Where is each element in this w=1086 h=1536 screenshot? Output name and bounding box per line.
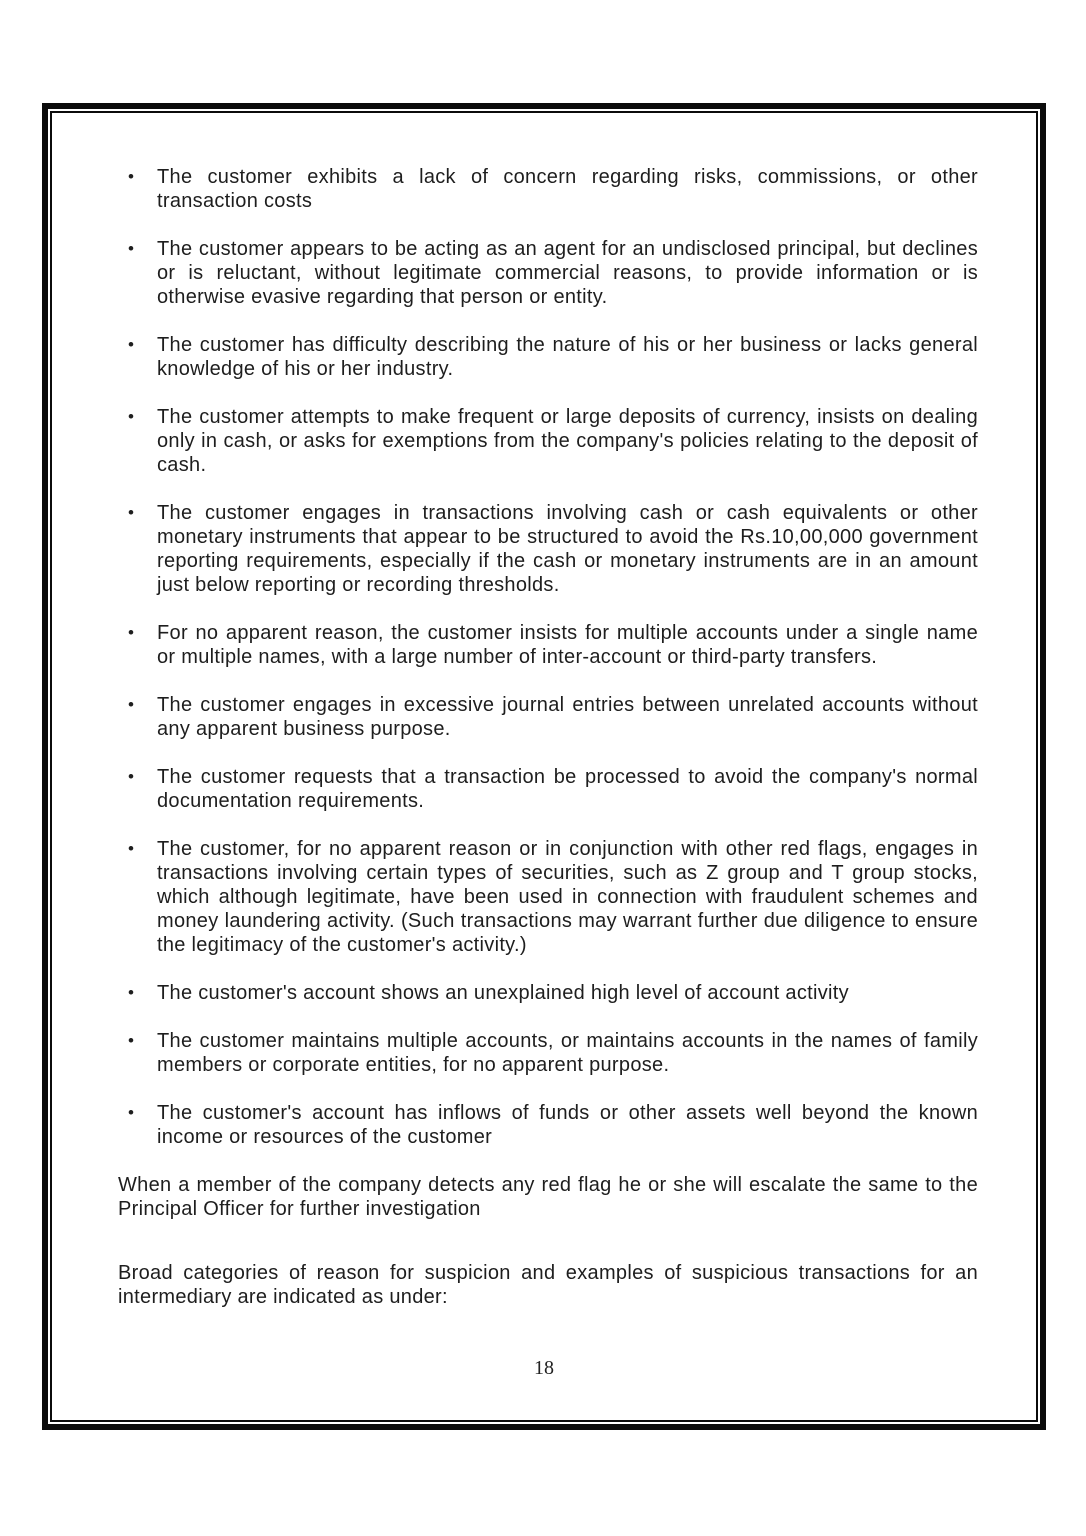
bullet-item [118,333,978,381]
broad-categories-paragraph: Broad categories of reason for suspicion and examples of suspicious transactions for an intermediary are indicated as under: [118,1262,978,1308]
bullet-icon: • [128,407,135,426]
bullet-icon: • [128,1031,135,1050]
bullet-icon: • [128,623,135,642]
bullet-text: The customer attempts to make frequent or large deposits of currency, insists on dealing only in cash, or asks for exemptions from the company's policies relating to the deposit of cash. [157,406,978,476]
bullet-text: The customer's account shows an unexplained high level of account activity [157,982,849,1004]
bullet-item [118,405,978,477]
bullet-icon: • [128,983,135,1002]
bullet-item [118,837,978,957]
bullet-item [118,621,978,669]
bullet-icon: • [128,335,135,354]
bullet-item [118,237,978,309]
page-border-frame [42,103,1046,1430]
bullet-item [118,765,978,813]
bullet-item [118,1029,978,1077]
bullet-text: The customer, for no apparent reason or in conjunction with other red flags, engages in transactions involving certain types of securities, such as Z group and T group stocks, which although legitimate, have been used in connection with fraudulent schemes and money laundering activity. (Such transactions may warrant further due diligence to ensure the legitimacy of the customer's activity.) [157,838,978,956]
bullet-text: The customer requests that a transaction be processed to avoid the company's normal documentation requirements. [157,766,978,812]
bullet-text: For no apparent reason, the customer insists for multiple accounts under a single name or multiple names, with a large number of inter-account or third-party transfers. [157,622,978,668]
bullet-item [118,165,978,213]
bullet-text: The customer engages in transactions involving cash or cash equivalents or other monetary instruments that appear to be structured to avoid the Rs.10,00,000 government reporting requirements, especially if the cash or monetary instruments are in an amount just below reporting or recording thresholds. [157,502,978,596]
bullet-item [118,693,978,741]
bullet-icon: • [128,839,135,858]
bullet-text: The customer appears to be acting as an agent for an undisclosed principal, but declines or is reluctant, without legitimate commercial reasons, to provide information or is otherwise evasive regarding that person or entity. [157,238,978,308]
bullet-text: The customer's account has inflows of funds or other assets well beyond the known income or resources of the customer [157,1102,978,1148]
bullet-icon: • [128,503,135,522]
bullet-text: The customer exhibits a lack of concern regarding risks, commissions, or other transaction costs [157,166,978,212]
bullet-item [118,501,978,597]
bullet-icon: • [128,695,135,714]
page-number: 18 [534,1357,554,1379]
bullet-text: The customer engages in excessive journal entries between unrelated accounts without any apparent business purpose. [157,694,978,740]
bullet-text: The customer maintains multiple accounts, or maintains accounts in the names of family members or corporate entities, for no apparent purpose. [157,1030,978,1076]
bullet-text: The customer has difficulty describing the nature of his or her business or lacks general knowledge of his or her industry. [157,334,978,380]
red-flag-bullet-list [118,165,978,1149]
bullet-icon: • [128,239,135,258]
escalation-paragraph: When a member of the company detects any red flag he or she will escalate the same to the Principal Officer for further investigation [118,1174,978,1220]
bullet-icon: • [128,767,135,786]
bullet-icon: • [128,167,135,186]
bullet-item [118,1101,978,1149]
page-border-inner [50,111,1038,1422]
bullet-item [118,981,978,1005]
bullet-icon: • [128,1103,135,1122]
